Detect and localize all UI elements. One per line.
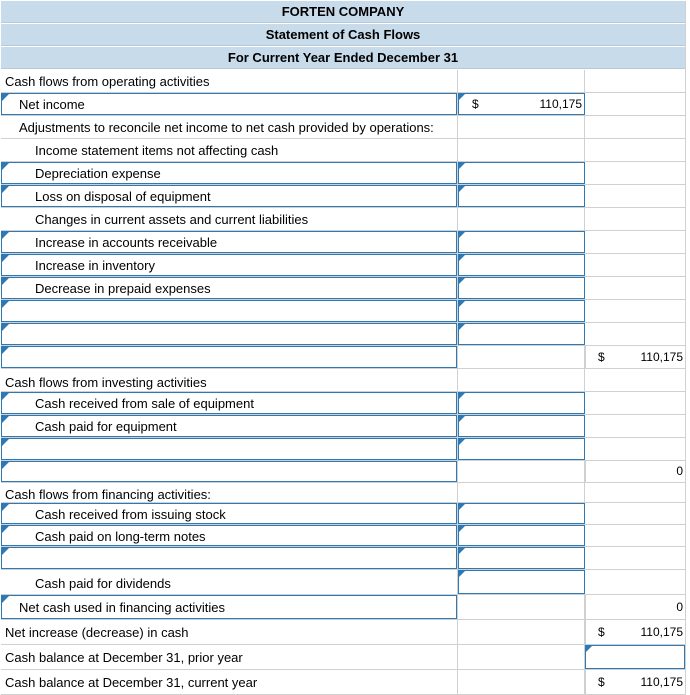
net-increase-cell [585, 620, 685, 644]
financing-heading-row [1, 483, 685, 503]
financing-blank-label-field[interactable] [1, 547, 457, 569]
depreciation-label: Depreciation expense [35, 166, 161, 181]
operating-heading: Cash flows from operating activities [5, 74, 210, 89]
statement-title: Statement of Cash Flows [1, 24, 685, 46]
paid-equipment-label: Cash paid for equipment [35, 419, 177, 434]
notes-label: Cash paid on long-term notes [35, 528, 206, 544]
dividends-label: Cash paid for dividends [35, 576, 171, 591]
current-balance-cell [585, 670, 685, 694]
operating-total-value: 110,175 [640, 350, 683, 364]
notes-row [1, 525, 685, 547]
operating-blank-label-field[interactable] [1, 300, 457, 322]
investing-blank-amount-field[interactable] [458, 438, 585, 460]
investing-blank-row [1, 438, 685, 461]
financing-blank-row [1, 547, 685, 570]
depreciation-row [1, 162, 685, 185]
operating-blank-amount-field[interactable] [458, 300, 585, 322]
net-income-row [1, 93, 685, 116]
adjustments-row [1, 116, 685, 139]
investing-heading-row [1, 369, 685, 392]
loss-label: Loss on disposal of equipment [35, 189, 211, 204]
current-balance-value: 110,175 [640, 675, 683, 689]
inventory-amount-field[interactable] [458, 254, 585, 276]
sale-label: Cash received from sale of equipment [35, 396, 254, 411]
prior-balance-row [1, 645, 685, 670]
column-divider [685, 1, 686, 695]
net-income-dollar-sign: $ [472, 97, 479, 111]
investing-total-cell [585, 461, 685, 482]
investing-blank-label-field[interactable] [1, 438, 457, 460]
receivable-amount-field[interactable] [458, 231, 585, 253]
current-balance-dollar-sign: $ [598, 675, 605, 689]
dividends-amount-field[interactable] [458, 570, 585, 594]
investing-total-value: 0 [676, 464, 683, 478]
net-income-value: 110,175 [539, 97, 582, 111]
net-increase-dollar-sign: $ [598, 625, 605, 639]
income-items-row [1, 139, 685, 162]
loss-row [1, 185, 685, 208]
operating-blank-row [1, 323, 685, 346]
paid-equipment-row [1, 415, 685, 438]
prior-balance-label: Cash balance at December 31, prior year [5, 650, 243, 665]
company-name: FORTEN COMPANY [1, 1, 685, 23]
changes-label: Changes in current assets and current liabilities [35, 212, 309, 227]
financing-net-row [1, 595, 685, 620]
stock-row [1, 503, 685, 525]
current-balance-row [1, 670, 685, 695]
investing-total-label-field[interactable] [1, 461, 457, 482]
operating-total-cell [585, 346, 685, 368]
paid-equipment-amount-field[interactable] [458, 415, 585, 437]
net-increase-value: 110,175 [640, 625, 683, 639]
operating-heading-row [1, 70, 685, 93]
sale-row [1, 392, 685, 415]
operating-blank-amount-field[interactable] [458, 323, 585, 345]
inventory-label: Increase in inventory [35, 258, 155, 273]
loss-amount-field[interactable] [458, 185, 585, 207]
stock-label: Cash received from issuing stock [35, 506, 226, 522]
investing-heading: Cash flows from investing activities [5, 375, 207, 390]
prepaid-amount-field[interactable] [458, 277, 585, 299]
stock-amount-field[interactable] [458, 503, 585, 524]
financing-net-cell [585, 595, 685, 619]
net-income-label: Net income [19, 97, 85, 112]
inventory-row [1, 254, 685, 277]
financing-net-value: 0 [676, 600, 683, 614]
receivable-label: Increase in accounts receivable [35, 235, 218, 250]
operating-total-row [1, 346, 685, 369]
current-balance-label: Cash balance at December 31, current year [5, 675, 258, 690]
operating-total-label-field[interactable] [1, 346, 457, 368]
statement-period: For Current Year Ended December 31 [1, 47, 685, 69]
financing-blank-amount-field[interactable] [458, 547, 585, 569]
net-increase-row [1, 620, 685, 645]
prior-balance-amount-field[interactable] [585, 645, 685, 669]
operating-blank-row [1, 300, 685, 323]
financing-net-label: Net cash used in financing activities [19, 600, 225, 615]
investing-total-row [1, 461, 685, 483]
net-income-amount-field[interactable] [458, 93, 585, 115]
income-items-label: Income statement items not affecting cash [35, 143, 279, 158]
operating-total-dollar-sign: $ [598, 350, 605, 364]
prepaid-row [1, 277, 685, 300]
sale-amount-field[interactable] [458, 392, 585, 414]
prepaid-label: Decrease in prepaid expenses [35, 281, 211, 296]
net-increase-label: Net increase (decrease) in cash [5, 625, 189, 640]
operating-blank-label-field[interactable] [1, 323, 457, 345]
depreciation-amount-field[interactable] [458, 162, 585, 184]
adjustments-label: Adjustments to reconcile net income to net cash provided by operations: [19, 120, 434, 135]
notes-amount-field[interactable] [458, 525, 585, 546]
dividends-row [1, 570, 685, 595]
financing-heading: Cash flows from financing activities: [5, 486, 211, 502]
changes-row [1, 208, 685, 231]
receivable-row [1, 231, 685, 254]
